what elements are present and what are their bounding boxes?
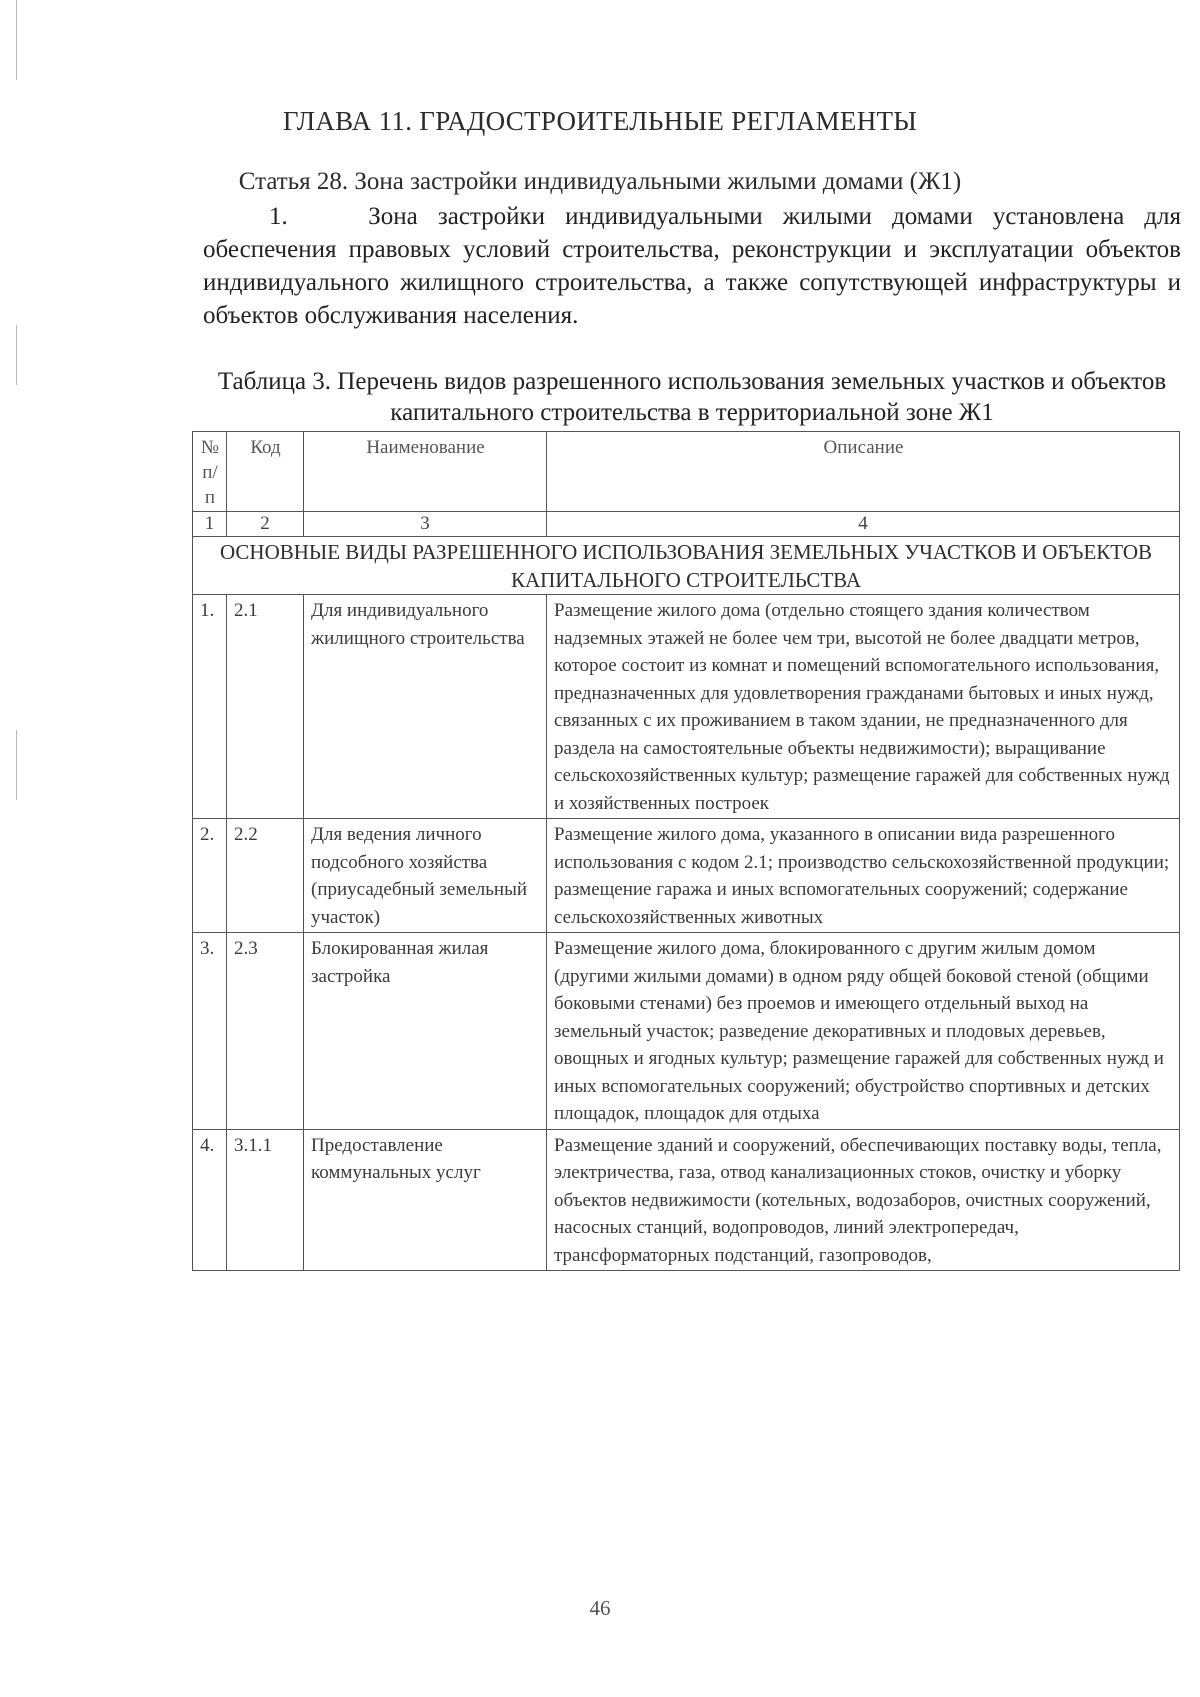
row-name: Для ведения личного подсобного хозяйства (приусадебный земельный участок) (304, 819, 547, 933)
row-code: 2.1 (227, 595, 304, 819)
article-title: Статья 28. Зона застройки индивидуальными жилыми домами (Ж1) (238, 168, 962, 195)
permitted-use-table (192, 431, 1180, 1271)
table-row (193, 819, 1180, 933)
row-num: 4. (193, 1129, 227, 1271)
scan-margin-line (16, 325, 17, 385)
row-name: Предоставление коммунальных услуг (304, 1129, 547, 1271)
row-num: 1. (193, 595, 227, 819)
row-code: 2.2 (227, 819, 304, 933)
column-number: 4 (547, 512, 1180, 537)
table-row (193, 1129, 1180, 1271)
header-name: Наименование (304, 432, 547, 512)
table-row (193, 595, 1180, 819)
row-description: Размещение жилого дома, блокированного с другим жилым домом (другими жилыми домами) в одном ряду общей боковой стеной (общими боковыми стенами) без проемов и имеющего отдельный выход на земельный участок; разведение декоративных и плодовых деревьев, овощных и ягодных культур; размещение гаражей для собственных нужд и иных вспомогательных сооружений; обустройство спортивных и детских площадок, площадок для отдыха (547, 933, 1180, 1130)
section-title: ОСНОВНЫЕ ВИДЫ РАЗРЕШЕННОГО ИСПОЛЬЗОВАНИЯ ЗЕМЕЛЬНЫХ УЧАСТКОВ И ОБЪЕКТОВ КАПИТАЛЬНОГО СТРОИТЕЛЬСТВА (193, 537, 1180, 595)
header-code: Код (227, 432, 304, 512)
row-num: 2. (193, 819, 227, 933)
column-number: 2 (227, 512, 304, 537)
chapter-title: ГЛАВА 11. ГРАДОСТРОИТЕЛЬНЫЕ РЕГЛАМЕНТЫ (282, 106, 918, 136)
table-caption: Таблица 3. Перечень видов разрешенного использования земельных участков и объектов капитального строительства в территориальной зоне Ж1 (217, 368, 1167, 426)
column-numbers-row (193, 512, 1180, 537)
scan-margin-line (16, 730, 17, 800)
page-number: 46 (589, 1596, 611, 1620)
row-num: 3. (193, 933, 227, 1130)
article-paragraph: 1. Зона застройки индивидуальными жилыми домами установлена для обеспечения правовых условий строительства, реконструкции и эксплуатации объектов индивидуального жилищного строительства, а также сопутствующей инфраструктуры и объектов обслуживания населения. (203, 203, 1181, 329)
row-code: 2.3 (227, 933, 304, 1130)
row-description: Размещение зданий и сооружений, обеспечивающих поставку воды, тепла, электричества, газа, отвод канализационных стоков, очистку и уборку объектов недвижимости (котельных, водозаборов, очистных сооружений, насосных станций, водопроводов, линий электропередач, трансформаторных подстанций, газопроводов, (547, 1129, 1180, 1271)
table-row (193, 933, 1180, 1130)
row-name: Для индивидуального жилищного строительства (304, 595, 547, 819)
scan-margin-line (16, 0, 17, 80)
row-code: 3.1.1 (227, 1129, 304, 1271)
row-description: Размещение жилого дома, указанного в описании вида разрешенного использования с кодом 2.1; производство сельскохозяйственной продукции; размещение гаража и иных вспомогательных сооружений; содержание сельскохозяйственных животных (547, 819, 1180, 933)
row-description: Размещение жилого дома (отдельно стоящего здания количеством надземных этажей не более чем три, высотой не более двадцати метров, которое состоит из комнат и помещений вспомогательного использования, предназначенных для удовлетворения гражданами бытовых и иных нужд, связанных с их проживанием в таком здании, не предназначенного для раздела на самостоятельные объекты недвижимости); выращивание сельскохозяйственных культур; размещение гаражей для собственных нужд и хозяйственных построек (547, 595, 1180, 819)
column-number: 1 (193, 512, 227, 537)
column-number: 3 (304, 512, 547, 537)
header-num: № п/п (193, 432, 227, 512)
row-name: Блокированная жилая застройка (304, 933, 547, 1130)
table-header-row (193, 432, 1180, 512)
section-row (193, 537, 1180, 595)
header-description: Описание (547, 432, 1180, 512)
